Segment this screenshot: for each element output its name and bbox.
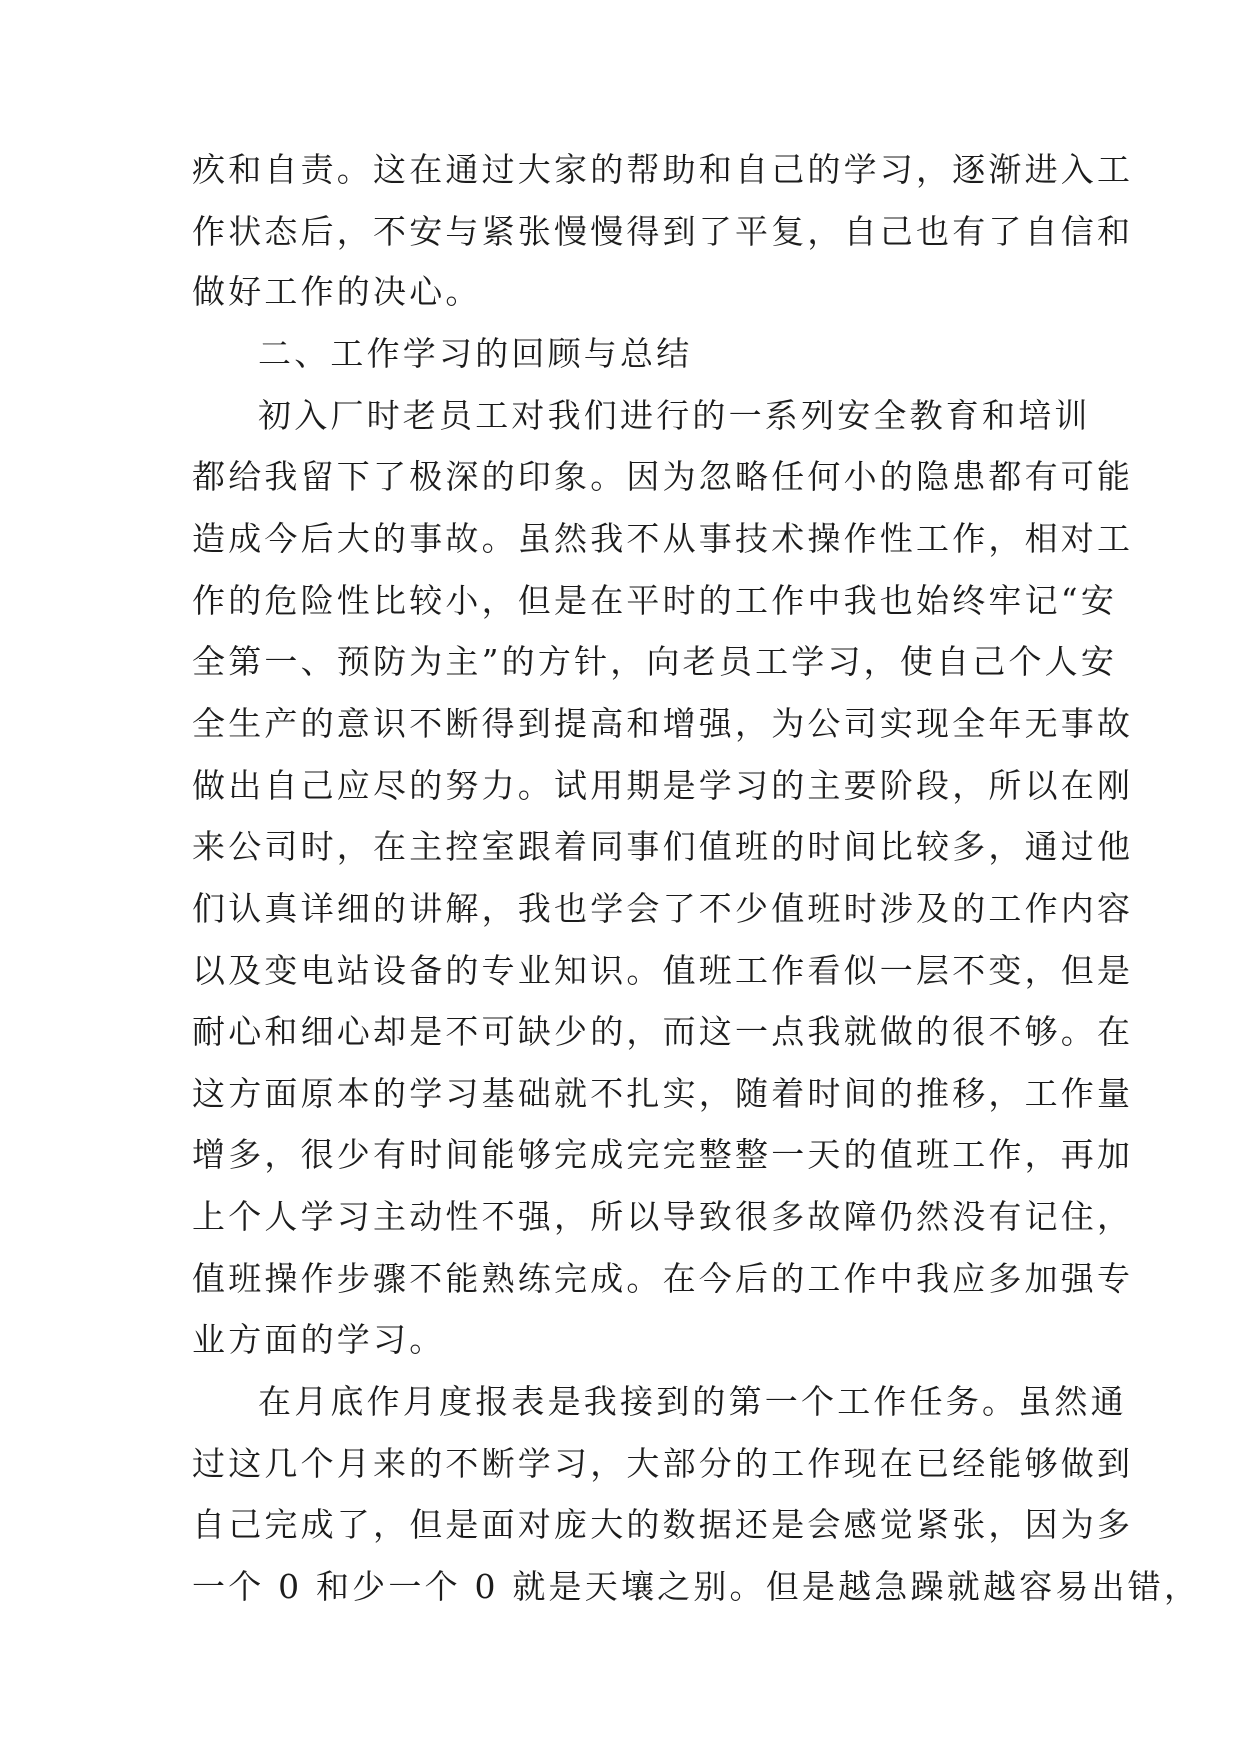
body-text-line: 做出自己应尽的努力。试用期是学习的主要阶段，所以在刚 bbox=[192, 766, 1134, 805]
body-text-line: 自己完成了，但是面对庞大的数据还是会感觉紧张，因为多 bbox=[192, 1505, 1134, 1544]
body-text-line: 造成今后大的事故。虽然我不从事技术操作性工作，相对工 bbox=[192, 519, 1134, 558]
body-text-line: 耐心和细心却是不可缺少的，而这一点我就做的很不够。在 bbox=[192, 1012, 1134, 1051]
body-text-line: 都给我留下了极深的印象。因为忽略任何小的隐患都有可能 bbox=[192, 457, 1134, 496]
body-text-line: 在月底作月度报表是我接到的第一个工作任务。虽然通 bbox=[258, 1382, 1127, 1421]
body-text-line: 增多，很少有时间能够完成完完整整一天的值班工作，再加 bbox=[192, 1135, 1134, 1174]
body-text-line: 过这几个月来的不断学习，大部分的工作现在已经能够做到 bbox=[192, 1444, 1134, 1483]
body-text-line: 做好工作的决心。 bbox=[192, 272, 482, 311]
section-heading: 二、工作学习的回顾与总结 bbox=[258, 334, 693, 373]
body-text-line: 来公司时，在主控室跟着同事们值班的时间比较多，通过他 bbox=[192, 827, 1134, 866]
body-text-line: 上个人学习主动性不强，所以导致很多故障仍然没有记住， bbox=[192, 1197, 1134, 1236]
body-text-line: 这方面原本的学习基础就不扎实，随着时间的推移，工作量 bbox=[192, 1074, 1134, 1113]
body-text-line: 作的危险性比较小，但是在平时的工作中我也始终牢记“安 bbox=[192, 581, 1118, 620]
body-text-line: 初入厂时老员工对我们进行的一系列安全教育和培训 bbox=[258, 396, 1091, 435]
body-text-line: 一个 0 和少一个 0 就是天壤之别。但是越急躁就越容易出错， bbox=[192, 1567, 1201, 1606]
body-text-line: 们认真详细的讲解，我也学会了不少值班时涉及的工作内容 bbox=[192, 889, 1134, 928]
body-text-line: 作状态后，不安与紧张慢慢得到了平复，自己也有了自信和 bbox=[192, 212, 1134, 251]
body-text-line: 以及变电站设备的专业知识。值班工作看似一层不变，但是 bbox=[192, 951, 1134, 990]
body-text-line: 值班操作步骤不能熟练完成。在今后的工作中我应多加强专 bbox=[192, 1259, 1134, 1298]
body-text-line: 业方面的学习。 bbox=[192, 1320, 446, 1359]
body-text-line: 全第一、预防为主”的方针，向老员工学习，使自己个人安 bbox=[192, 642, 1118, 681]
body-text-line: 疚和自责。这在通过大家的帮助和自己的学习，逐渐进入工 bbox=[192, 150, 1134, 189]
body-text-line: 全生产的意识不断得到提高和增强，为公司实现全年无事故 bbox=[192, 704, 1134, 743]
